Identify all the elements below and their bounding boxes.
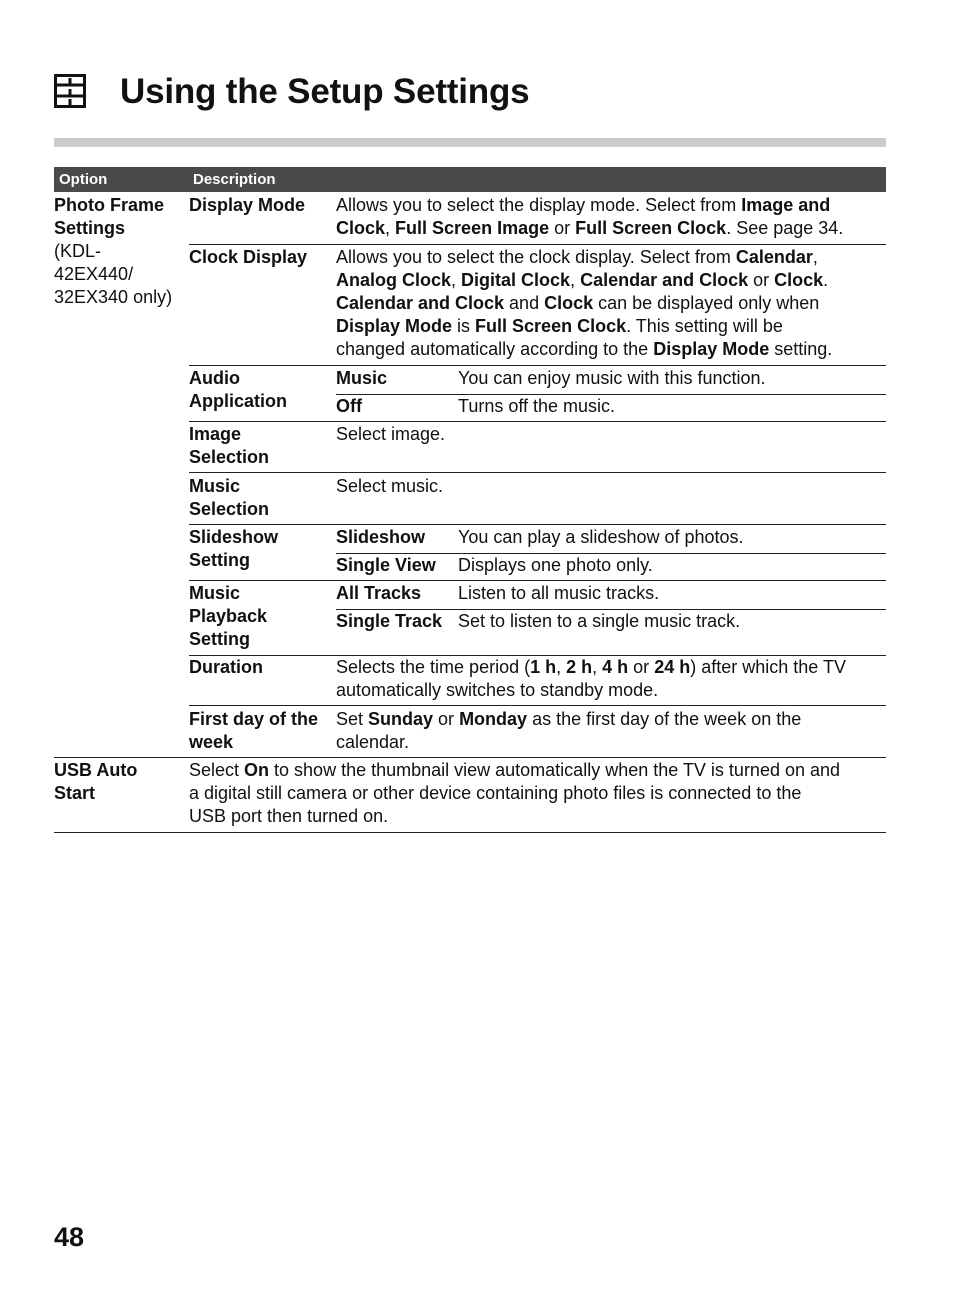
page-number: 48 xyxy=(54,1222,85,1252)
table-row-first-day-of-week xyxy=(189,705,886,758)
table-row-display-mode xyxy=(189,194,886,244)
option-title-line: Photo Frame xyxy=(54,195,165,215)
option-note-line: 42EX440/ xyxy=(54,264,134,284)
option-note-line: (KDL- xyxy=(54,241,102,261)
table-row-audio-application xyxy=(189,365,886,422)
row-label: Selection xyxy=(189,447,270,467)
table-row-duration xyxy=(189,655,886,706)
row-description-line: Select image. xyxy=(336,424,446,444)
row-label: Application xyxy=(189,391,287,411)
row-label: Setting xyxy=(189,550,250,570)
sub-option: Single View xyxy=(336,555,436,575)
row-label: Audio xyxy=(189,368,240,388)
sub-option: Single Track xyxy=(336,611,443,631)
table-row-usb-auto-start xyxy=(54,757,886,833)
row-description-line: Analog Clock, Digital Clock, Calendar and Clock or Clock. xyxy=(336,270,829,290)
table-row-music-selection xyxy=(189,472,886,525)
row-description-line: Set Sunday or Monday as the first day of the week on the xyxy=(336,709,802,729)
row-label: week xyxy=(189,732,234,752)
row-description-line: Select music. xyxy=(336,476,444,496)
row-label: Duration xyxy=(189,657,263,677)
sub-description: You can play a slideshow of photos. xyxy=(458,527,744,547)
row-description-line: calendar. xyxy=(336,732,410,752)
table-bottom-rule xyxy=(54,832,886,833)
row-description-line: Selects the time period (1 h, 2 h, 4 h or 24 h) after which the TV xyxy=(336,657,846,677)
row-description-line: Allows you to select the clock display. Select from Calendar, xyxy=(336,247,818,267)
row-label: First day of the xyxy=(189,709,319,729)
row-description-line: changed automatically according to the Display Mode setting. xyxy=(336,339,833,359)
title-row xyxy=(54,64,529,118)
table-header xyxy=(54,167,886,192)
table-row-clock-display xyxy=(189,244,886,366)
header-description: Description xyxy=(193,171,276,188)
row-description-line: Select On to show the thumbnail view automatically when the TV is turned on and xyxy=(189,760,841,780)
row-label: Image xyxy=(189,424,242,444)
row-label: Selection xyxy=(189,499,270,519)
row-label: Clock Display xyxy=(189,247,308,267)
sub-option: All Tracks xyxy=(336,583,422,603)
row-label: Slideshow xyxy=(189,527,279,547)
row-label: Playback xyxy=(189,606,268,626)
sub-option: Slideshow xyxy=(336,527,426,547)
sub-description: Set to listen to a single music track. xyxy=(458,611,741,631)
header-option: Option xyxy=(59,171,108,188)
title-rule xyxy=(54,138,886,147)
option-note-line: 32EX340 only) xyxy=(54,287,173,307)
row-label: Display Mode xyxy=(189,195,306,215)
sub-option: Music xyxy=(336,368,388,388)
option-title-line: Settings xyxy=(54,218,126,238)
sub-description: Listen to all music tracks. xyxy=(458,583,660,603)
row-description-line: Allows you to select the display mode. Select from Image and xyxy=(336,195,831,215)
row-description-line: automatically switches to standby mode. xyxy=(336,680,659,700)
sub-option: Off xyxy=(336,396,362,416)
row-label: Music xyxy=(189,476,241,496)
row-description-line: a digital still camera or other device containing photo files is connected to the xyxy=(189,783,802,803)
table-row-slideshow-setting xyxy=(189,524,886,581)
setup-icon xyxy=(54,74,86,108)
table-row-image-selection xyxy=(189,421,886,473)
table-row-music-playback-setting xyxy=(189,580,886,656)
row-label: Setting xyxy=(189,629,250,649)
option-title-line: USB Auto xyxy=(54,760,138,780)
row-description-line: Clock, Full Screen Image or Full Screen Clock. See page 34. xyxy=(336,218,844,238)
row-description-line: Display Mode is Full Screen Clock. This setting will be xyxy=(336,316,783,336)
row-description-line: Calendar and Clock and Clock can be displayed only when xyxy=(336,293,820,313)
row-label: Music xyxy=(189,583,241,603)
option-title-line: Start xyxy=(54,783,96,803)
sub-description: You can enjoy music with this function. xyxy=(458,368,766,388)
row-description-line: USB port then turned on. xyxy=(189,806,389,826)
sub-description: Turns off the music. xyxy=(458,396,616,416)
page-title: Using the Setup Settings xyxy=(120,71,530,111)
sub-description: Displays one photo only. xyxy=(458,555,653,575)
